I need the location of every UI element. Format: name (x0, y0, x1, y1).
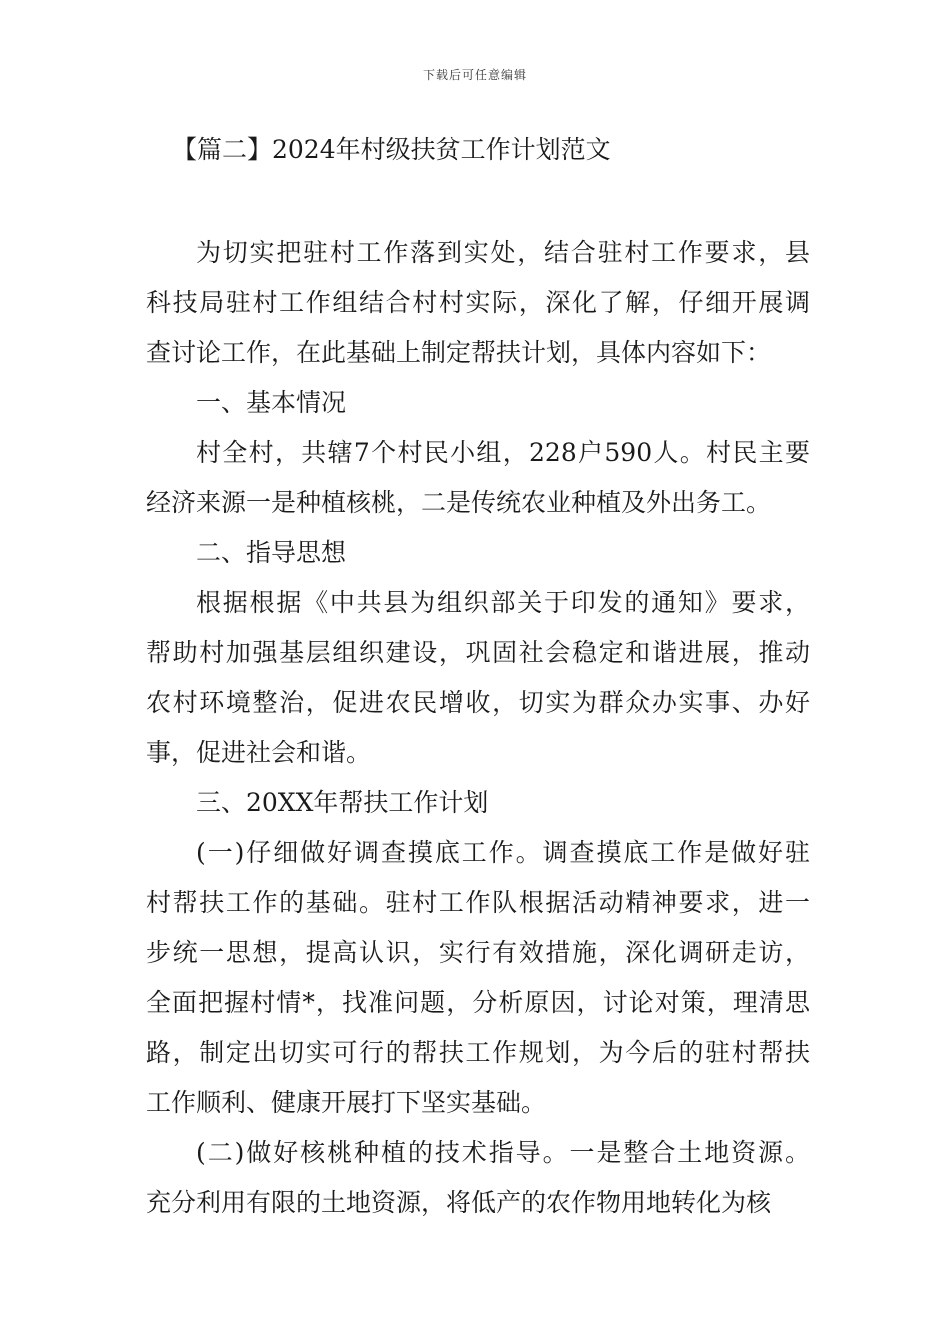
document-title: 【篇二】2024年村级扶贫工作计划范文 (172, 135, 611, 164)
text-line: 二、指导思想 (196, 538, 347, 567)
text-line: 充分利用有限的土地资源，将低产的农作物用地转化为核 (146, 1188, 772, 1217)
text-line: 一、基本情况 (196, 388, 347, 417)
paragraph (146, 528, 810, 578)
text-line: 村全村，共辖7个村民小组，228户590人。村民主要 (196, 438, 810, 467)
text-line: (二)做好核桃种植的技术指导。一是整合土地资源。 (196, 1138, 810, 1167)
paragraph (146, 828, 810, 1128)
text-line: 全面把握村情*，找准问题，分析原因，讨论对策，理清思 (146, 988, 810, 1017)
paragraph (146, 1128, 810, 1228)
text-line: 农村环境整治，促进农民增收，切实为群众办实事、办好 (146, 688, 810, 717)
text-line: 步统一思想，提高认识，实行有效措施，深化调研走访， (146, 938, 810, 967)
text-line: 路，制定出切实可行的帮扶工作规划，为今后的驻村帮扶 (146, 1038, 810, 1067)
paragraph (146, 578, 810, 778)
text-line: 查讨论工作，在此基础上制定帮扶计划，具体内容如下： (146, 338, 772, 367)
text-line: 帮助村加强基层组织建设，巩固社会稳定和谐进展，推动 (146, 638, 810, 667)
paragraph (146, 378, 810, 428)
document-body (146, 228, 810, 1228)
text-line: 村帮扶工作的基础。驻村工作队根据活动精神要求，进一 (146, 888, 810, 917)
text-line: 工作顺利、健康开展打下坚实基础。 (146, 1088, 547, 1117)
header-note: 下载后可任意编辑 (422, 68, 527, 82)
paragraph (146, 778, 810, 828)
text-line: 为切实把驻村工作落到实处，结合驻村工作要求，县 (196, 238, 810, 267)
text-line: 事，促进社会和谐。 (146, 738, 372, 767)
text-line: 三、20XX年帮扶工作计划 (196, 788, 489, 817)
paragraph (146, 428, 810, 528)
text-line: 科技局驻村工作组结合村村实际，深化了解，仔细开展调 (146, 288, 810, 317)
text-line: (一)仔细做好调查摸底工作。调查摸底工作是做好驻 (196, 838, 810, 867)
text-line: 根据根据《中共县为组织部关于印发的通知》要求， (196, 588, 810, 617)
text-line: 经济来源一是种植核桃，二是传统农业种植及外出务工。 (146, 488, 772, 517)
paragraph (146, 228, 810, 378)
